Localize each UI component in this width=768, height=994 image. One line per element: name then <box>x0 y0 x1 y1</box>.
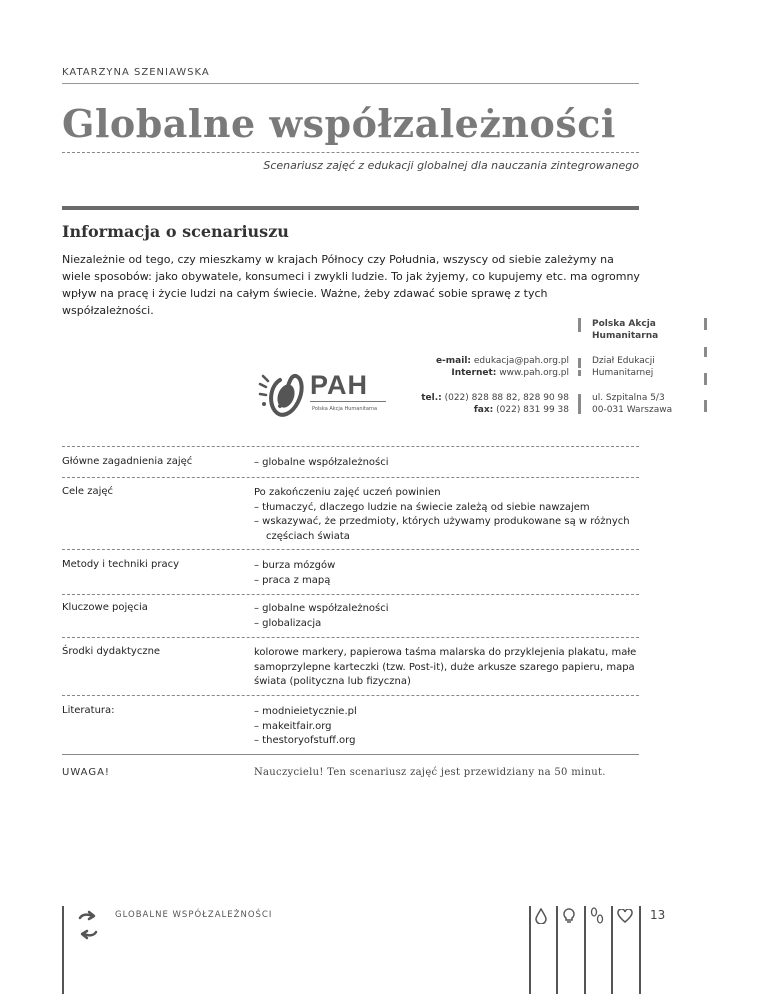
addr-line-2: 00-031 Warszawa <box>592 405 673 415</box>
row-label-goals: Cele zajęć <box>62 486 114 497</box>
list-item: – globalizacja <box>254 617 322 629</box>
addr-line-1: ul. Szpitalna 5/3 <box>592 393 665 403</box>
list-item: – burza mózgów <box>254 560 336 571</box>
row-label-literature: Literatura: <box>62 705 115 716</box>
list-item[interactable]: – thestoryofstuff.org <box>254 735 356 746</box>
row-content-goals <box>254 486 654 544</box>
contact-web <box>436 355 569 379</box>
footer-divider <box>584 906 586 994</box>
list-item: – praca z mapą <box>254 574 331 586</box>
edge-bar-4 <box>704 400 707 412</box>
author-name: KATARZYNA SZENIAWSKA <box>62 67 210 78</box>
org-name <box>592 318 658 342</box>
footer-divider <box>529 906 531 994</box>
list-intro: Po zakończeniu zajęć uczeń powinien <box>254 487 441 498</box>
fax-label: fax: <box>473 405 494 415</box>
footer-title: GLOBALNE WSPÓŁZALEŻNOŚCI <box>115 910 273 920</box>
list-item[interactable]: – modnieietycznie.pl <box>254 706 357 717</box>
contact-phone <box>421 392 569 416</box>
tel-value: (022) 828 88 82, 828 90 98 <box>444 393 569 403</box>
pah-logo-subtitle: Polska Akcja Humanitarna <box>312 406 378 412</box>
dept-line-1: Dział Edukacji <box>592 356 655 366</box>
row-label-materials: Środki dydaktyczne <box>62 646 161 657</box>
section-rule <box>62 206 639 210</box>
note-label: UWAGA! <box>62 767 110 778</box>
list-item: – tłumaczyć, dlaczego ludzie na świecie zależą od siebie nawzajem <box>254 501 590 513</box>
row-divider <box>62 594 639 595</box>
tel-label: tel.: <box>421 393 442 403</box>
pah-logo <box>258 370 388 420</box>
fax-value: (022) 831 99 38 <box>496 405 569 415</box>
org-address <box>592 392 672 416</box>
title-divider <box>62 152 639 153</box>
row-label-methods: Metody i techniki pracy <box>62 559 179 570</box>
row-label-topics: Główne zagadnienia zajęć <box>62 456 193 467</box>
email-label: e-mail: <box>435 356 471 366</box>
footer-divider <box>611 906 613 994</box>
dept-bar-small <box>578 370 581 376</box>
arrows-cycle-icon <box>76 908 100 942</box>
row-content-literature <box>254 705 654 749</box>
footer-divider <box>639 906 641 994</box>
internet-label: Internet: <box>451 368 497 378</box>
page-subtitle: Scenariusz zajęć z edukacji globalnej dla nauczania zintegrowanego <box>263 159 639 172</box>
row-divider <box>62 549 639 550</box>
org-bar <box>578 318 581 332</box>
edge-bar-2 <box>704 347 707 357</box>
edge-bar-3 <box>704 373 707 385</box>
dept-bar <box>578 358 581 368</box>
list-item: – globalne współzależności <box>254 603 389 614</box>
note-text: Nauczycielu! Ten scenariusz zajęć jest przewidziany na 50 minut. <box>254 767 606 778</box>
header-rule <box>62 83 639 84</box>
page-title: Globalne współzależności <box>62 101 616 146</box>
footer-left-bar <box>62 906 64 994</box>
pah-emblem-icon <box>258 370 310 420</box>
row-divider <box>62 754 639 755</box>
lightbulb-icon <box>562 908 576 924</box>
intro-paragraph: Niezależnie od tego, czy mieszkamy w krajach Północy czy Południa, wszyscy od siebie zależymy na wiele sposobów: jako obywatele, konsumeci i zwykli ludzie. To jak żyjemy, co kupujemy etc. ma ogromny wpływ na pracę i życie ludzi na całym świecie. Ważne, żeby zdawać sobie sprawę z tych współzależności. <box>62 253 640 317</box>
pah-logo-rule <box>310 401 386 402</box>
org-line-2: Humanitarna <box>592 331 659 341</box>
row-divider <box>62 695 639 696</box>
footprints-icon <box>590 907 604 925</box>
pah-logo-text: PAH <box>310 370 369 400</box>
org-line-1: Polska Akcja <box>592 319 656 329</box>
row-content-concepts <box>254 602 654 631</box>
list-item: – wskazywać, że przedmioty, których używamy produkowane są w różnych częściach świata <box>254 516 630 542</box>
row-content-materials: kolorowe markery, papierowa taśma malarska do przyklejenia plakatu, małe samoprzylepne karteczki (tzw. Post-it), duże arkusze szarego papieru, mapa świata (polityczna lub fizyczna) <box>254 647 637 687</box>
row-divider <box>62 477 639 478</box>
dept-name <box>592 355 655 379</box>
section-heading: Informacja o scenariuszu <box>62 222 289 241</box>
addr-bar <box>578 394 581 414</box>
drop-icon <box>534 908 548 924</box>
row-divider <box>62 446 639 447</box>
list-item[interactable]: – makeitfair.org <box>254 720 332 732</box>
dept-line-2: Humanitarnej <box>592 368 654 378</box>
row-content-topics <box>254 456 654 471</box>
page-number: 13 <box>650 908 666 922</box>
list-item: – globalne współzależności <box>254 457 389 468</box>
row-divider <box>62 637 639 638</box>
heart-icon <box>617 909 633 923</box>
internet-value[interactable]: www.pah.org.pl <box>499 368 569 378</box>
email-value[interactable]: edukacja@pah.org.pl <box>473 356 569 366</box>
row-content-methods <box>254 559 654 588</box>
row-label-concepts: Kluczowe pojęcia <box>62 602 148 613</box>
footer-divider <box>556 906 558 994</box>
edge-bar-1 <box>704 318 707 330</box>
